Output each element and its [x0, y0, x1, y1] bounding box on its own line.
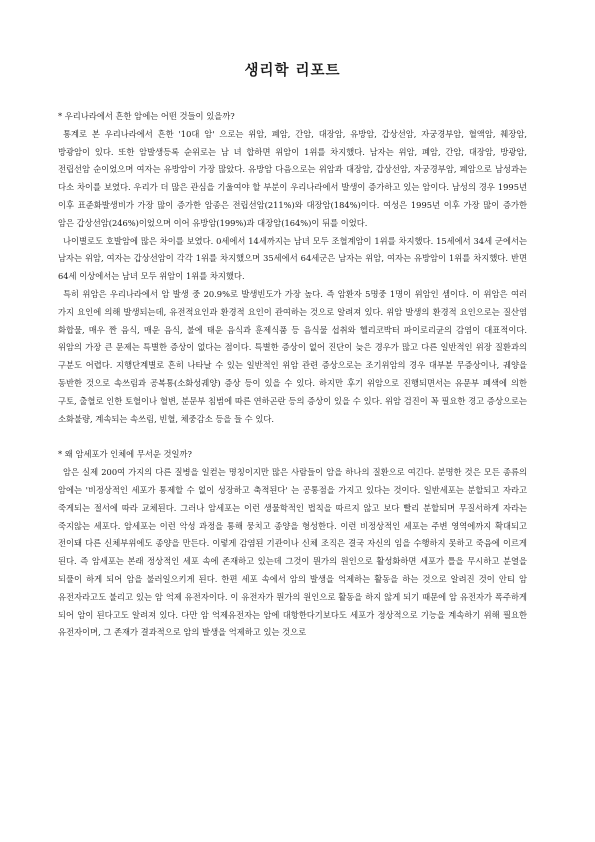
section-common-cancers [58, 108, 527, 428]
section-question: * 우리나라에서 흔한 암에는 어떤 것들이 있을까? [58, 111, 235, 121]
paragraph: 나이별로도 호발암에 많은 차이를 보였다. 0세에서 14세까지는 남녀 모두 조혈계암이 1위를 차지했다. 15세에서 34세 군에서는 남자는 위암, 여자는 갑상선암이 각각 1위를 차지했으며 35세에서 64세군은 남자는 위암, 여자는 유방암이 1위를 차지했다. 반면 64세 이상에서는 남녀 모두 위암이 1위를 차지했다. [58, 235, 527, 282]
section-why-cancer-dangerous [58, 446, 527, 642]
section-question: * 왜 암세포가 인체에 무서운 것일까? [58, 449, 192, 460]
report-title: 생리학 리포트 [244, 63, 341, 79]
paragraph: 암은 실제 200여 가지의 다른 질병을 일컫는 명칭이지만 많은 사람들이 암을 하나의 질환으로 여긴다. 분명한 것은 모든 종류의 암에는 '비정상적인 세포가 통제할 수 없이 성장하고 축적된다' 는 공통점을 가지고 있다는 것이다. 일반세포는 분할되고 자라고 죽게되는 절서에 따라 교체된다. 그러나 암세포는 이런 생물학적인 법칙을 따르지 않고 보다 빨리 분할되며 무질서하게 자라는 죽지않는 세포다. 암세포는 이런 악성 과정을 통해 뭉치고 종양을 형성한다. 이런 비정상적인 세포는 주변 영역에까지 확대되고 전이돼 다른 신체부위에도 종양을 만든다. 이렇게 감염된 기관이나 신체 조직은 결국 자신의 임을 수행하지 못하고 죽음에 이르게 된다. 즉 암세포는 본래 정상적인 세포 속에 존재하고 있는데 그것이 뭔가의 원인으로 활성화하면 세포가 틀을 무시하고 분열을 되풀이 하게 되어 암을 불러일으키게 된다. 한편 세포 속에서 암의 발생을 억제하는 활동을 하는 것으로 알려진 것이 안티 암 유전자라고도 불리고 있는 암 억제 유전자이다. 이 유전자가 뭔가의 원인으로 활동을 하지 않게 되기 때문에 암 유전자가 폭주하게 되어 암이 된다고도 알려져 있다. 다만 암 억제유전자는 암에 대항한다기보다도 세포가 정상적으로 기능을 계속하기 위해 필요한 유전자이며, 그 존재가 결과적으로 암의 발생을 억제하고 있는 것으로 [58, 467, 527, 638]
paragraph: 통계로 본 우리나라에서 흔한 '10대 암' 으로는 위암, 폐암, 간암, 대장암, 유방암, 갑상선암, 자궁경부암, 혈액암, 췌장암, 방광암이 있다. 또한 암발생등록 순위로는 남 녀 합하면 위암이 1위를 차지했다. 남자는 위암, 폐암, 간암, 대장암, 방광암, 전립선암 순이었으며 여자는 유방암이 가장 많았다. 유방암 다음으로는 위암과 대장암, 갑상선암, 자궁경부암, 폐암으로 남성과는 다소 차이를 보였다. 우리가 더 많은 관심을 기울여야 할 부분이 우리나라에서 발생이 증가하고 있는 암이다. 남성의 경우 1995년 이후 표준화발생비가 가장 많이 증가한 암종은 전립선암(211%)와 대장암(184%)이다. 여성은 1995년 이후 가장 많이 증가한 암은 갑상선암(246%)이었으며 이어 유방암(199%)과 대장암(164%)이 뒤를 이었다. [58, 128, 527, 228]
paragraph: 특히 위암은 우리나라에서 암 발생 중 20.9%로 발생빈도가 가장 높다. 즉 암환자 5명중 1명이 위암인 셈이다. 이 위암은 여러 가지 요인에 의해 발생되는데, 유전적요인과 환경적 요인이 관여하는 것으로 알려져 있다. 위암 발생의 환경적 요인으로는 질산염 화합물, 매우 짠 음식, 매운 음식, 불에 태운 음식과 훈제식품 등 음식물 섭취와 헬리코박터 파이로리균의 감염이 대표적이다. 위암의 가장 큰 문제는 특별한 증상이 없다는 점이다. 특별한 증상이 없어 진단이 늦은 경우가 많고 다른 일반적인 위장 질환과의 구분도 어렵다. 지행단계별로 흔히 나타날 수 있는 일반적인 위암 관련 증상으로는 조기위암의 경우 대부분 무증상이나, 궤양을 동반한 것으로 속쓰림과 공복통(소화성궤양) 증상 등이 있을 수 있다. 하지만 후기 위암으로 진행되면서는 유문부 폐색에 의한 구토, 출혈로 인한 토혈이나 혈변, 분문부 침범에 따른 연하곤란 등의 증상이 있을 수 있다. 위암 검진이 꼭 필요한 경고 증상으로는 소화불량, 계속되는 속쓰림, 빈혈, 체중감소 등을 들 수 있다. [58, 288, 527, 424]
